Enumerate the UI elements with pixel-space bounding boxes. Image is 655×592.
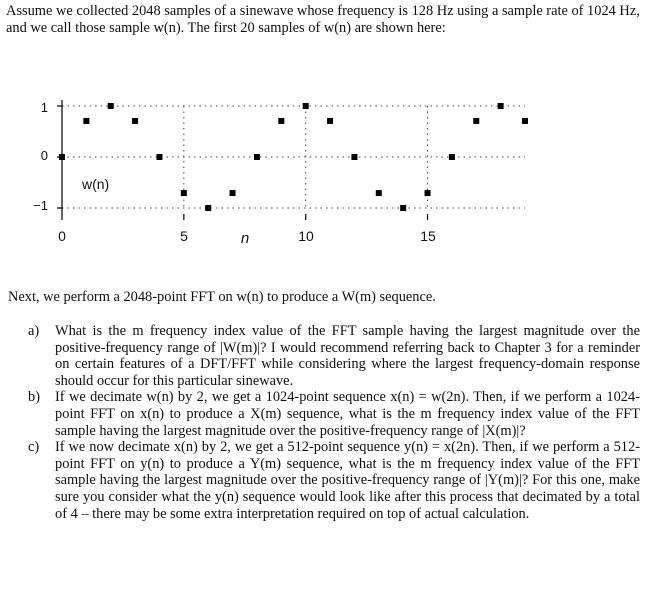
question-b-text: If we decimate w(n) by 2, we get a 1024-point sequence x(n) = w(2n). Then, if we perform a 1024-point FFT on x(n) to produce a X(m) sequence, what is the m frequency index value of the FFT sample having the largest magnitude over the positive-frequency range of |X(m)|?: [55, 389, 640, 439]
data-point-19: [522, 118, 528, 124]
x-axis-label: n: [240, 230, 250, 247]
x-tick-label-5: 5: [180, 228, 188, 244]
question-c-text: If we now decimate x(n) by 2, we get a 512-point sequence y(n) = x(2n). Then, if we perform a 512-point FFT on y(n) to produce a Y(m) sequence, what is the m frequency index value of the FFT sample having the largest magnitude over the positive-frequency range of |Y(m)|? For this one, make sure you consider what the y(n) sequence would look like after this process that decimated by a total of 4 – there may be some extra interpretation required on top of actual calculation.: [55, 439, 640, 522]
data-point-17: [473, 118, 479, 124]
question-b-marker: b): [28, 389, 40, 406]
data-point-15: [425, 190, 431, 196]
y-tick-label-0: 0: [40, 148, 48, 163]
x-tick-label-10: 10: [298, 228, 314, 244]
plot-grid: [62, 106, 525, 208]
data-point-5: [181, 190, 187, 196]
y-tick-label-neg1: −1: [33, 198, 48, 213]
question-list: [28, 323, 640, 522]
data-point-16: [449, 154, 455, 160]
data-point-12: [351, 154, 357, 160]
x-tick-label-15: 15: [420, 228, 436, 244]
data-point-7: [230, 190, 236, 196]
next-paragraph: Next, we perform a 2048-point FFT on w(n) to produce a W(m) sequence.: [8, 289, 436, 305]
question-a-text: What is the m frequency index value of the FFT sample having the largest magnitude over the positive-frequency range of |W(m)|? I would recommend referring back to Chapter 3 for a reminder on certain features of a DFT/FFT while considering where the largest frequency-domain response should occur for this particular sinewave.: [55, 323, 640, 389]
question-c-marker: c): [28, 439, 40, 456]
question-b: [28, 389, 640, 439]
plot-ticks: [57, 106, 428, 220]
question-a: [28, 323, 640, 389]
x-tick-label-0: 0: [58, 228, 66, 244]
question-c: [28, 439, 640, 522]
data-point-4: [156, 154, 162, 160]
data-point-8: [254, 154, 260, 160]
data-point-9: [278, 118, 284, 124]
question-a-marker: a): [28, 323, 40, 339]
data-point-18: [498, 103, 504, 109]
data-point-11: [327, 118, 333, 124]
data-point-10: [303, 103, 309, 109]
series-label: w(n): [82, 176, 110, 192]
sinewave-plot: [0, 92, 560, 252]
data-point-1: [83, 118, 89, 124]
intro-paragraph: Assume we collected 2048 samples of a sinewave whose frequency is 128 Hz using a sample rate of 1024 Hz, and we call those sample w(n). The first 20 samples of w(n) are shown here:: [6, 3, 640, 36]
data-point-2: [108, 103, 114, 109]
data-point-0: [59, 154, 65, 160]
data-point-3: [132, 118, 138, 124]
data-point-13: [376, 190, 382, 196]
y-tick-label-1: 1: [40, 100, 48, 115]
data-point-6: [205, 205, 211, 211]
data-point-14: [400, 205, 406, 211]
